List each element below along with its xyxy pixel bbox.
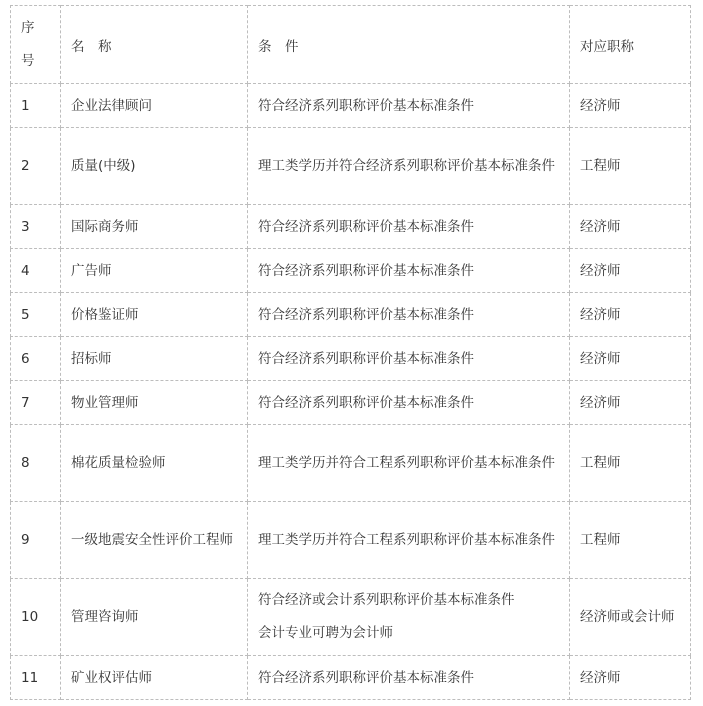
row-title: 工程师: [570, 425, 691, 502]
row-index: 8: [11, 425, 61, 502]
row-condition: 符合经济系列职称评价基本标准条件: [248, 381, 570, 425]
row-index: 2: [11, 128, 61, 205]
row-condition: 理工类学历并符合工程系列职称评价基本标准条件: [248, 425, 570, 502]
row-title: 经济师: [570, 84, 691, 128]
row-title: 经济师: [570, 249, 691, 293]
table-row: [11, 502, 691, 579]
row-name: 企业法律顾问: [61, 84, 248, 128]
table-row: [11, 128, 691, 205]
row-index: 9: [11, 502, 61, 579]
table-row: [11, 579, 691, 656]
row-index: 11: [11, 656, 61, 700]
row-condition: 符合经济系列职称评价基本标准条件: [248, 337, 570, 381]
row-index: 1: [11, 84, 61, 128]
row-name: 招标师: [61, 337, 248, 381]
row-index: 3: [11, 205, 61, 249]
row-condition: 符合经济系列职称评价基本标准条件: [248, 84, 570, 128]
qualification-table: [10, 5, 691, 700]
row-title: 经济师: [570, 205, 691, 249]
row-index: 4: [11, 249, 61, 293]
header-index: 序号: [11, 6, 61, 84]
row-title: 工程师: [570, 502, 691, 579]
row-index: 6: [11, 337, 61, 381]
table-row: [11, 656, 691, 700]
row-condition: [248, 579, 570, 656]
table-row: [11, 293, 691, 337]
row-name: 矿业权评估师: [61, 656, 248, 700]
header-title: 对应职称: [570, 6, 691, 84]
row-title: 经济师: [570, 381, 691, 425]
row-name: 管理咨询师: [61, 579, 248, 656]
table-row: [11, 425, 691, 502]
row-index: 5: [11, 293, 61, 337]
table-row: [11, 84, 691, 128]
table-row: [11, 249, 691, 293]
row-condition: 符合经济系列职称评价基本标准条件: [248, 293, 570, 337]
row-condition-note: 会计专业可聘为会计师: [258, 625, 393, 641]
row-title: 工程师: [570, 128, 691, 205]
row-title: 经济师: [570, 337, 691, 381]
row-name: 国际商务师: [61, 205, 248, 249]
table-row: [11, 381, 691, 425]
row-condition: 理工类学历并符合工程系列职称评价基本标准条件: [248, 502, 570, 579]
row-name: 广告师: [61, 249, 248, 293]
row-title: 经济师: [570, 293, 691, 337]
row-title: 经济师或会计师: [570, 579, 691, 656]
row-condition: 符合经济系列职称评价基本标准条件: [248, 249, 570, 293]
row-name: 质量(中级): [61, 128, 248, 205]
row-name: 物业管理师: [61, 381, 248, 425]
row-index: 10: [11, 579, 61, 656]
row-condition: 符合经济系列职称评价基本标准条件: [248, 205, 570, 249]
table-row: [11, 337, 691, 381]
row-name: 一级地震安全性评价工程师: [61, 502, 248, 579]
table-row: [11, 205, 691, 249]
row-name: 价格鉴证师: [61, 293, 248, 337]
row-title: 经济师: [570, 656, 691, 700]
row-condition: 理工类学历并符合经济系列职称评价基本标准条件: [248, 128, 570, 205]
header-name: 名 称: [61, 6, 248, 84]
row-condition-line: 符合经济或会计系列职称评价基本标准条件: [258, 592, 515, 608]
row-index: 7: [11, 381, 61, 425]
row-condition: 符合经济系列职称评价基本标准条件: [248, 656, 570, 700]
header-condition: 条 件: [248, 6, 570, 84]
row-name: 棉花质量检验师: [61, 425, 248, 502]
table-header-row: [11, 6, 691, 84]
